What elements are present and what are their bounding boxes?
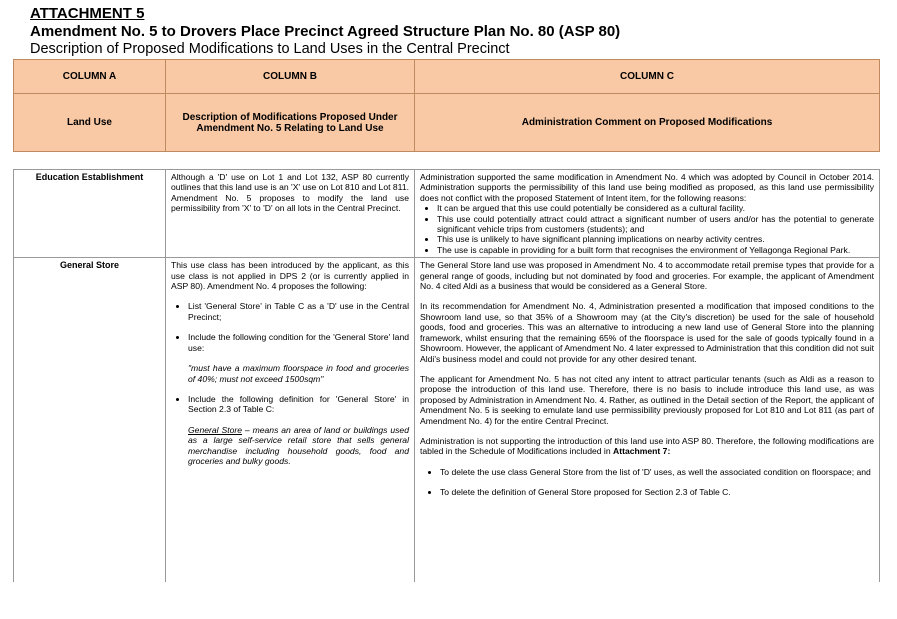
definition-text: – means an area of land or buildings used as a large self-service retail store that sells general merchandise including household goods, food and groceries and bulky goods. (188, 424, 409, 466)
land-use-table (13, 169, 880, 582)
bullet-text: • Include the following condition for the 'General Store' land use: (188, 332, 409, 353)
comment-text: Administration is not supporting the introduction of this land use into ASP 80. Therefore, the following modifications are tabled in the Schedule of Modifications included in (420, 435, 874, 457)
list-item: • The use is capable in providing for a built form that recognises the environment of Yellagonga Regional Park. (437, 245, 874, 255)
table-row (14, 258, 880, 583)
comment-cell (415, 170, 880, 258)
floorspace-condition-quote: "must have a maximum floorspace in food and groceries of 40%; must not exceed 1500sqm" (188, 363, 409, 384)
comment-paragraph: In its recommendation for Amendment No. 4, Administration presented a modification that imposed conditions to the Showroom land use, so that 35% of a Showroom may (at the City's discretion) be used for the sale of household goods, food and groceries. This was an alternative to introducing a new land use of General Store into the planning framework, whilst ensuring that the remaining 65% of the floorspace is used for the sale of goods typically found in a Showroom. However, the applicant of Amendment No. 4 later expressed to Administration that this condition did not suit Aldi's business model and could not provide for any other desired tenant. (420, 301, 874, 364)
bullet-text: • Include the following definition for 'General Store' in Section 2.3 of Table C: (188, 393, 409, 415)
attachment-label: ATTACHMENT 5 (30, 5, 145, 22)
list-item: • List 'General Store' in Table C as a 'D' use in the Central Precinct; (188, 301, 409, 322)
column-b-heading: COLUMN B (166, 60, 415, 94)
description-bullet-list (171, 301, 409, 466)
document-subtitle: Description of Proposed Modifications to Land Uses in the Central Precinct (30, 41, 510, 57)
column-a-label: Land Use (14, 94, 166, 152)
column-c-heading: COLUMN C (415, 60, 880, 94)
table-row (14, 170, 880, 258)
comment-bullet-list (420, 203, 874, 255)
list-item: • To delete the use class General Store from the list of 'D' uses, as well the associated condition on floorspace; and (440, 467, 874, 477)
comment-intro: Administration supported the same modification in Amendment No. 4 which was adopted by Council in October 2014. Administration supports the permissibility of this land use being modified as proposed, as this land use permissibility does not conflict with the proposed Statement of Intent item, for the following reasons: (420, 172, 874, 203)
comment-bullet-list (420, 467, 874, 498)
list-item: • It can be argued that this use could potentially be considered as a cultural facility. (437, 203, 874, 213)
column-c-label: Administration Comment on Proposed Modifications (415, 94, 880, 152)
list-item: • To delete the definition of General Store proposed for Section 2.3 of Table C. (440, 487, 874, 497)
description-cell (166, 258, 415, 583)
comment-cell (415, 258, 880, 583)
document-title: Amendment No. 5 to Drovers Place Precinct Agreed Structure Plan No. 80 (ASP 80) (30, 23, 621, 40)
description-intro: This use class has been introduced by the applicant, as this use class is not applied in DPS 2 (or is currently applied in ASP 80). Amendment No. 4 proposes the following: (171, 260, 409, 292)
comment-paragraph (420, 436, 874, 457)
column-header-table (13, 59, 880, 152)
list-item: • This use is unlikely to have significant planning implications on nearby activity centres. (437, 234, 874, 244)
definition-term: General Store (188, 424, 243, 435)
list-item (188, 394, 409, 466)
land-use-cell: General Store (14, 258, 166, 583)
column-b-label: Description of Modifications Proposed Under Amendment No. 5 Relating to Land Use (166, 94, 415, 152)
attachment-reference: Attachment 7: (613, 446, 671, 457)
comment-paragraph: The General Store land use was proposed in Amendment No. 4 to accommodate retail premise types that provide for a general range of goods, including but not dominated by food and groceries. For example, the applicant of Amendment No. 4 cited Aldi as a business that would be considered as a General Store. (420, 260, 874, 292)
column-a-heading: COLUMN A (14, 60, 166, 94)
list-item: • This use could potentially attract could attract a significant number of users and/or has the potential to generate significant vehicle trips from customers (students); and (437, 214, 874, 235)
comment-paragraph: The applicant for Amendment No. 5 has not cited any intent to attract particular tenants (such as Aldi as a reason to propose the introduction of this land use. Therefore, there is no basis to include introduce this land use, as was proposed by Administration in Amendment No. 4. Rather, as outlined in the Detail section of the Report, the applicant of Amendment No. 5 is seeking to emulate land use permissibility previously proposed for Lot 810 and Lot 811 (as part of Amendment No. 4) for the entire Central Precinct. (420, 373, 874, 426)
list-item (188, 332, 409, 384)
description-cell: Although a 'D' use on Lot 1 and Lot 132, ASP 80 currently outlines that this land use is an 'X' use on Lot 810 and Lot 811. Amendment No. 5 proposes to modify the land use permissibility from 'X' to 'D' on all lots in the Central Precinct. (166, 170, 415, 258)
land-use-cell: Education Establishment (14, 170, 166, 258)
